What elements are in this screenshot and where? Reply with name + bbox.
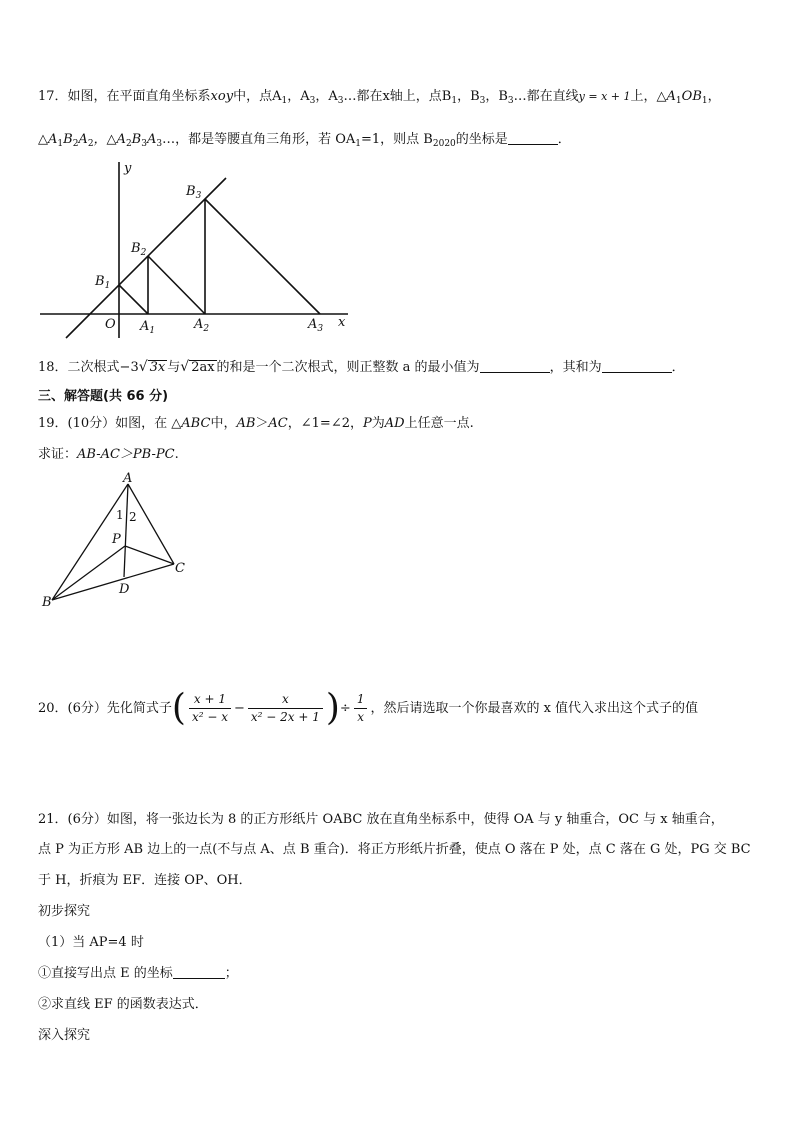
fraction-1: $\frac{x + 1}{\text{x² − x}}$: [189, 692, 231, 725]
label-B: B: [42, 595, 52, 610]
q21-line6: ①直接写出点 E 的坐标 ；: [38, 966, 238, 981]
xoy-symbol: xoy: [210, 89, 234, 104]
answer-blank-q18-sum[interactable]: [602, 359, 672, 373]
label-A1: $A_1$: [140, 319, 156, 336]
angle-1-label: 1: [116, 508, 124, 522]
label-C: C: [175, 561, 185, 576]
q21-line5: （1）当 AP=4 时: [38, 935, 144, 950]
fraction-2: $\frac{x}{\text{x² − 2x + 1}}$: [248, 692, 323, 725]
q18-line: 18．二次根式−3√ 3x 与√ 2ax 的和是一个二次根式，则正整数 a 的最小值为 ，其和为 ．: [38, 359, 685, 375]
q19-line1: 19．(10分）如图，在 △ABC中，AB＞AC，∠1=∠2，P为AD上任意一点.: [38, 416, 474, 431]
segment-B1-A1: [119, 285, 148, 314]
answer-blank-q21-E[interactable]: [173, 965, 225, 979]
q19-figure: [36, 470, 196, 612]
segment-B3-A3: [205, 199, 320, 314]
q17-figure: [30, 158, 360, 342]
label-B2: $B_2$: [131, 241, 147, 258]
origin-label: O: [105, 317, 116, 332]
segment-PB: [52, 546, 125, 600]
q21-line2: 点 P 为正方形 AB 边上的一点(不与点 A、点 B 重合)．将正方形纸片折叠，使点 O 落在 P 处，点 C 落在 G 处，PG 交 BC: [38, 842, 751, 857]
q21-line1: 21．(6分）如图，将一张边长为 8 的正方形纸片 OABC 放在直角坐标系中，使得 OA 与 y 轴重合，OC 与 x 轴重合，: [38, 812, 724, 827]
label-B1: $B_1$: [95, 274, 111, 291]
line-equation: y = x + 1: [578, 90, 631, 103]
label-A: A: [123, 471, 133, 486]
fraction-3: $\frac{1}{x}$: [354, 692, 368, 725]
radical-sign: √: [180, 359, 190, 375]
answer-blank-q18-a[interactable]: [480, 359, 550, 373]
label-P: P: [112, 532, 121, 547]
section-title: 三、解答题(共 66 分): [38, 389, 169, 404]
label-A3: $A_3$: [308, 317, 324, 334]
segment-B2-A2: [148, 256, 205, 314]
q21-line7: ②求直线 EF 的函数表达式．: [38, 997, 208, 1012]
segment-AD: [124, 484, 128, 577]
right-paren: ): [325, 687, 340, 729]
label-B3: $B_3$: [186, 184, 202, 201]
label-D: D: [119, 582, 130, 597]
q17-line2: $\triangle A_1B_2A_2$，$\triangle A_2B_3A_3\dots$，都是等腰直角三角形，若 $OA_1=1$，则点 $B_{2020}$的坐标是 ．: [38, 132, 571, 149]
left-paren: (: [171, 687, 186, 729]
segment-PC: [125, 546, 174, 564]
q21-line4: 初步探究: [38, 904, 91, 919]
radical-sign: √: [138, 359, 148, 375]
q19-prove: 求证：AB-AC＞PB-PC.: [38, 447, 179, 462]
x-axis-label: x: [338, 315, 346, 330]
segment-AC: [128, 484, 174, 564]
q17-line1: 17．如图，在平面直角坐标系xoy中，点$A_1$，$A_3$，$A_3\dots$都在x轴上，点$B_1$，$B_3$，$B_3\dots$都在直线y = x + 1上，$\triangle A_1OB_1$，: [38, 89, 721, 106]
answer-blank-q17[interactable]: [508, 131, 558, 145]
segment-BC: [52, 564, 174, 600]
q21-line8: 深入探究: [38, 1028, 91, 1043]
y-axis-label: y: [124, 161, 132, 176]
q21-line3: 于 H，折痕为 EF．连接 OP、OH．: [38, 873, 252, 888]
q20-line: 20．(6分）先化简式子( $\frac{x + 1}{\text{x² − x}}$ − $\frac{x}{\text{x² − 2x + 1}}$ )÷ $\frac{1}{x}$ ，然后请选取一个你最喜欢的 x 值代入求出这个式子的值: [38, 687, 699, 729]
angle-2-label: 2: [129, 510, 137, 524]
label-A2: $A_2$: [194, 317, 210, 334]
